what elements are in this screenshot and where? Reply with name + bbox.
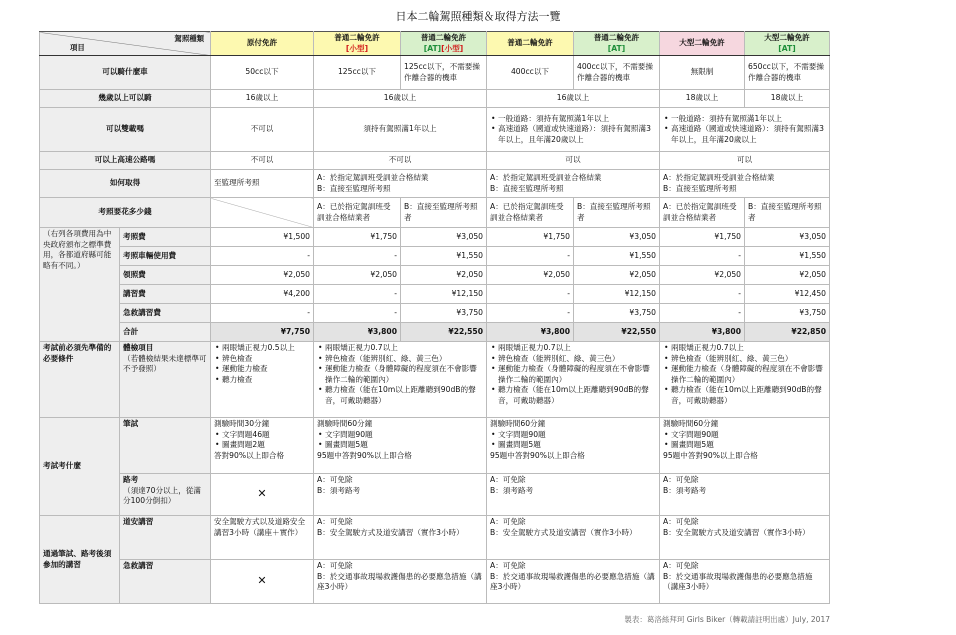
header-big-at-name: 大型二輪免許 [764,33,810,42]
cost-row [40,266,830,285]
cell [314,170,487,198]
row-safety [40,516,830,560]
row-how [40,170,830,198]
cost-cell: ¥3,050 [745,228,830,247]
cell: 125cc以下 [314,56,401,90]
option-b: B：安全駕駛方式及道安講習（實作3小時） [663,527,810,537]
list-item: • 高速道路（國道或快速道路）：須持有駕照滿3年以上，且年滿20歲以上 [498,124,656,145]
license-type-label: 駕照種類 [174,34,204,43]
cost-row [40,285,830,304]
cost-cell: ¥2,050 [211,266,314,285]
cost-cell: ¥12,450 [745,285,830,304]
option-b: B：直接至監理所考照 [663,183,737,193]
cell: 16歲以上 [487,90,660,108]
item-label: 項目 [70,42,85,52]
cost-total-row [40,323,830,342]
cell [487,560,660,604]
cost-item-label: 考照費 [120,228,211,247]
option-b: B：須考路考 [663,485,707,495]
cell: 400cc以下，不需要操作離合器的機車 [574,56,660,90]
option-b: B：安全駕駛方式及道安講習（實作3小時） [317,527,464,537]
cell [660,170,830,198]
cell: 50cc以下 [211,56,314,90]
page-title: 日本二輪駕照種類＆取得方法一覽 [395,10,561,23]
option-b: B：須考路考 [490,485,534,495]
cell: 16歲以上 [314,90,487,108]
header-big: 大型二輪免許 [660,32,745,56]
cost-cell: - [487,247,574,266]
list-item: • 運動能力檢查（身體障礙的程度須在不會影響操作二輪的範圍內） [498,364,656,385]
cost-cell: ¥2,050 [745,266,830,285]
list-item: • 兩眼矯正視力0.7以上 [498,343,656,354]
option-a: A：可免除 [663,517,699,526]
cost-cell: ¥3,050 [401,228,487,247]
cell: A：已於指定駕訓班受訓並合格結業者 [660,198,745,228]
option-b: B：須考路考 [317,485,361,495]
option-a: A：可免除 [317,517,353,526]
header-big-at [745,32,830,56]
row-road [40,474,830,516]
cell [487,516,660,560]
cell [487,418,660,474]
header-row [40,32,830,56]
header-big-at-tag: [AT] [778,43,796,53]
option-b: B：安全駕駛方式及道安講習（實作3小時） [490,527,637,537]
license-table [39,31,830,604]
cost-cell: - [660,285,745,304]
cost-cell: ¥1,500 [211,228,314,247]
cell: 安全駕駛方式以及道路安全講習3小時（講座＋實作） [211,516,314,560]
cost-cell: ¥1,550 [745,247,830,266]
sub-label [120,474,211,516]
list-item: • 一般道路：須持有駕照滿1年以上 [498,114,656,125]
row-label: 考照要花多少錢 [40,198,211,228]
header-futsu-small-at [401,32,487,56]
cost-item-label: 急救講習費 [120,304,211,323]
corner-header [40,32,211,56]
option-a: A：於指定駕訓班受訓並合格結業 [317,173,429,182]
list-item: • 聽力檢查（能在10m以上距離聽到90dB的聲音，可戴助聽器） [498,385,656,406]
cross-icon: ✕ [211,474,314,516]
cell [487,108,660,152]
header-gentsuki: 原付免許 [211,32,314,56]
row-cost-header [40,198,830,228]
row-label: 幾歲以上可以騎 [40,90,211,108]
cost-cell: ¥12,150 [574,285,660,304]
cost-cell: - [211,247,314,266]
option-a: A：可免除 [663,475,699,484]
cost-row [40,228,830,247]
exam-pass: 95題中答對90%以上即合格 [490,450,585,460]
sub-label: 道安講習 [120,516,211,560]
cost-cell: ¥1,550 [574,247,660,266]
cell: 可以 [660,152,830,170]
option-a: A：可免除 [663,561,699,570]
list-item: • 文字問題90題 [671,430,826,441]
cell [660,342,830,418]
cell: B：直接至監理所考照者 [745,198,830,228]
cell [487,474,660,516]
option-a: A：於指定駕訓班受訓並合格結業 [663,173,775,182]
sub-label-note: （須達70分以上，從滿分100分倒扣） [123,485,202,505]
cell [314,418,487,474]
list-item: • 辨色檢查 [222,354,310,365]
sub-label-title: 體檢項目 [123,343,154,352]
cell: 至監理所考照 [211,170,314,198]
cost-total: ¥3,800 [487,323,574,342]
cell: 不可以 [211,108,314,152]
cell: 18歲以上 [745,90,830,108]
row-highway [40,152,830,170]
cost-cell: ¥1,550 [401,247,487,266]
row-pre [40,342,830,418]
list-item: • 聽力檢查 [222,375,310,386]
row-label: 可以騎什麼車 [40,56,211,90]
header-small-tag: [小型] [441,43,464,53]
cross-icon: ✕ [211,560,314,604]
list-item: • 文字問題90題 [498,430,656,441]
list-item: • 圖畫問題5題 [325,440,483,451]
cost-item-label: 考照車輛使用費 [120,247,211,266]
cell [314,342,487,418]
header-futsu-small-tag: [小型] [345,43,369,53]
row-age [40,90,830,108]
row-label: 考試考什麼 [40,418,120,516]
sub-label: 筆試 [120,418,211,474]
cell: 須持有駕照滿1年以上 [314,108,487,152]
cost-item-label: 領照費 [120,266,211,285]
cost-total: ¥3,800 [314,323,401,342]
cost-cell: ¥2,050 [660,266,745,285]
cost-cell: ¥3,050 [574,228,660,247]
cell [314,516,487,560]
option-b: B：直接至監理所考照 [317,183,391,193]
credit: 製表：葛洛絲拜珂 Girls Biker（轉載請註明出處）July, 2017 [624,615,830,624]
sub-label [120,342,211,418]
row-first-aid [40,560,830,604]
row-tandem [40,108,830,152]
exam-pass: 95題中答對90%以上即合格 [317,450,412,460]
cost-item-label: 合計 [120,323,211,342]
header-futsu-small-at-name: 普通二輪免許 [420,33,467,42]
option-a: A：可免除 [490,517,526,526]
cost-cell: ¥2,050 [401,266,487,285]
option-a: A：可免除 [317,561,353,570]
row-label: 通過筆試、路考後須參加的講習 [40,516,120,604]
option-b: B：於交通事故現場救護傷患的必要應急措施（講座3小時） [663,571,813,591]
header-futsu-at-tag: [AT] [607,43,626,53]
cell [660,418,830,474]
cost-cell: ¥2,050 [574,266,660,285]
cell [211,342,314,418]
cell: B：直接至監理所考照者 [574,198,660,228]
sub-label-title: 路考 [123,475,139,484]
header-futsu-small-name: 普通二輪免許 [334,33,380,42]
option-a: A：於指定駕訓班受訓並合格結業 [490,173,602,182]
header-futsu-at [574,32,660,56]
cell: 16歲以上 [211,90,314,108]
exam-pass: 答對90%以上即合格 [214,450,285,460]
list-item: • 兩眼矯正視力0.7以上 [325,343,483,354]
cost-total: ¥22,550 [401,323,487,342]
list-item: • 圖畫問題2題 [222,440,310,451]
cell [211,418,314,474]
cost-row [40,247,830,266]
row-label: 如何取得 [40,170,211,198]
option-a: A：可免除 [490,561,526,570]
cell [660,474,830,516]
option-b: B：於交通事故現場救護傷患的必要應急措施（講座3小時） [490,571,655,591]
cell: 無限制 [660,56,745,90]
list-item: • 圖畫問題5題 [671,440,826,451]
cost-cell: ¥1,750 [660,228,745,247]
header-futsu-at-name: 普通二輪免許 [593,33,640,42]
cost-total: ¥22,850 [745,323,830,342]
cell: A：已於指定駕訓班受訓並合格結業者 [314,198,401,228]
list-item: • 辨色檢查（能辨別紅、綠、黃三色） [498,354,656,365]
exam-time: 測驗時間30分鐘 [214,419,270,428]
cost-cell: ¥2,050 [487,266,574,285]
sub-label-note: （若體檢結果未達標準可不予發照） [123,353,207,373]
cost-cell: ¥1,750 [314,228,401,247]
option-a: A：可免除 [490,475,526,484]
header-futsu: 普通二輪免許 [487,32,574,56]
list-item: • 運動能力檢查（身體障礙的程度須在不會影響操作二輪的範圍內） [671,364,826,385]
list-item: • 運動能力檢查（身體障礙的程度須在不會影響操作二輪的範圍內） [325,364,483,385]
cost-item-label: 講習費 [120,285,211,304]
header-futsu-small [314,32,401,56]
list-item: • 辨色檢查（能辨別紅、綠、黃三色） [671,354,826,365]
exam-time: 測驗時間60分鐘 [317,419,373,428]
row-written [40,418,830,474]
cost-note: （右列各項費用為中央政府頒布之標準費用，各都道府縣可能略有不同。） [40,228,120,342]
cost-cell: - [314,247,401,266]
cell: B：直接至監理所考照者 [401,198,487,228]
list-item: • 運動能力檢查 [222,364,310,375]
cell [660,560,830,604]
cost-total: ¥22,550 [574,323,660,342]
cost-cell: - [314,304,401,323]
cell [660,516,830,560]
exam-pass: 95題中答對90%以上即合格 [663,450,758,460]
cost-cell: ¥4,200 [211,285,314,304]
cell [487,342,660,418]
row-label: 考試前必須先準備的必要條件 [40,342,120,418]
diagonal-cell [211,198,314,228]
cell: A：已於指定駕訓班受訓並合格結業者 [487,198,574,228]
list-item: • 兩眼矯正視力0.5以上 [222,343,310,354]
cell [487,170,660,198]
cell [314,560,487,604]
option-b: B：於交通事故現場救護傷患的必要應急措施（講座3小時） [317,571,482,591]
cost-total: ¥3,800 [660,323,745,342]
exam-time: 測驗時間60分鐘 [490,419,546,428]
cell: 125cc以下，不需要操作離合器的機車 [401,56,487,90]
sub-label: 急救講習 [120,560,211,604]
list-item: • 圖畫問題5題 [498,440,656,451]
list-item: • 聽力檢查（能在10m以上距離聽到90dB的聲音，可戴助聽器） [325,385,483,406]
list-item: • 聽力檢查（能在10m以上距離聽到90dB的聲音，可戴助聽器） [671,385,826,406]
option-a: A：可免除 [317,475,353,484]
list-item: • 辨色檢查（能辨別紅、綠、黃三色） [325,354,483,365]
cost-cell: - [211,304,314,323]
list-item: • 文字問題46題 [222,430,310,441]
list-item: • 一般道路：須持有駕照滿1年以上 [671,114,826,125]
cell: 650cc以下，不需要操作離合器的機車 [745,56,830,90]
row-label: 可以上高速公路嗎 [40,152,211,170]
cell: 不可以 [314,152,487,170]
row-label: 可以雙載嗎 [40,108,211,152]
cell: 18歲以上 [660,90,745,108]
cell: 不可以 [211,152,314,170]
list-item: • 兩眼矯正視力0.7以上 [671,343,826,354]
list-item: • 文字問題90題 [325,430,483,441]
cost-cell: - [314,285,401,304]
header-at-tag: [AT] [423,43,442,53]
cost-cell: - [487,304,574,323]
cell [314,474,487,516]
cell: 可以 [487,152,660,170]
cost-cell: ¥2,050 [314,266,401,285]
cell: 400cc以下 [487,56,574,90]
cost-total: ¥7,750 [211,323,314,342]
cost-row [40,304,830,323]
cost-cell: ¥3,750 [401,304,487,323]
list-item: • 高速道路（國道或快速道路）：須持有駕照滿3年以上，且年滿20歲以上 [671,124,826,145]
cost-cell: ¥3,750 [745,304,830,323]
cost-cell: ¥12,150 [401,285,487,304]
cost-cell: - [660,304,745,323]
cost-cell: - [487,285,574,304]
cell [660,108,830,152]
option-b: B：直接至監理所考照 [490,183,564,193]
cost-cell: ¥3,750 [574,304,660,323]
row-ride [40,56,830,90]
cost-cell: ¥1,750 [487,228,574,247]
exam-time: 測驗時間60分鐘 [663,419,719,428]
cost-cell: - [660,247,745,266]
